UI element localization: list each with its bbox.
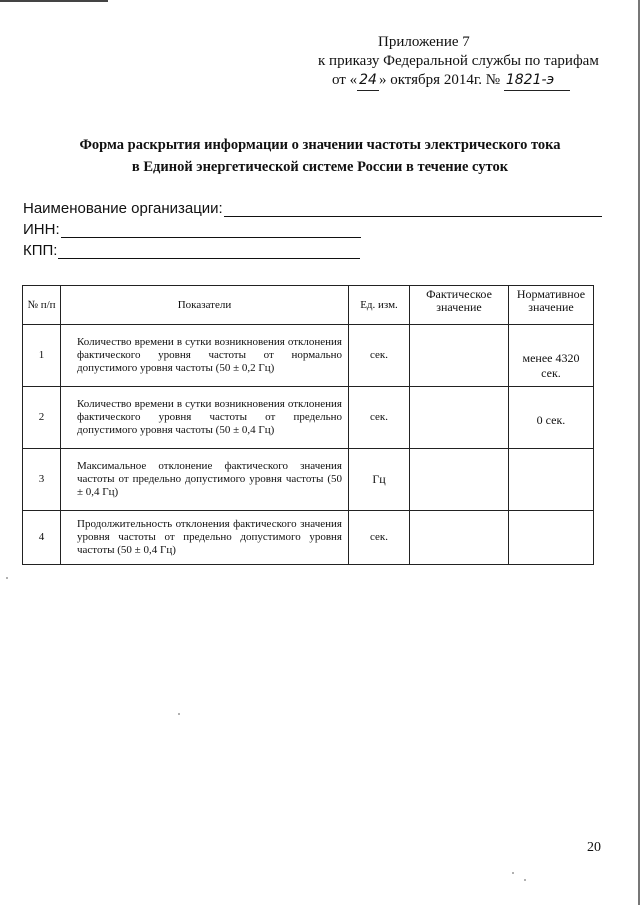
header-normative: Нормативное значение — [509, 286, 594, 325]
row-number: 2 — [23, 387, 61, 449]
organization-name-label: Наименование организации: — [23, 200, 223, 217]
row-unit: Гц — [349, 449, 410, 511]
scan-speck — [524, 879, 526, 881]
table-header-row — [23, 286, 594, 325]
table-row — [23, 325, 594, 387]
organization-fields — [23, 196, 602, 259]
handwritten-order-number: 1821-э — [504, 71, 570, 91]
order-date-line — [318, 71, 608, 91]
row-actual-value[interactable] — [410, 449, 509, 511]
form-title — [40, 134, 600, 178]
organization-name-blank[interactable] — [224, 202, 602, 217]
kpp-blank[interactable] — [58, 244, 360, 259]
row-unit: сек. — [349, 387, 410, 449]
scan-edge-top — [0, 0, 108, 2]
handwritten-day: 24 — [357, 71, 379, 91]
row-indicator: Количество времени в сутки возникновения отклонения фактического уровня частоты от нормально допустимого уровня частоты (50 ± 0,2 Гц) — [61, 325, 349, 387]
scan-speck — [512, 872, 514, 874]
row-indicator: Количество времени в сутки возникновения отклонения фактического уровня частоты от предельно допустимого уровня частоты (50 ± 0,4 Гц) — [61, 387, 349, 449]
inn-blank[interactable] — [61, 223, 361, 238]
row-normative-value: менее 4320 сек. — [509, 325, 594, 387]
row-unit: сек. — [349, 325, 410, 387]
row-actual-value[interactable] — [410, 387, 509, 449]
date-mid: » октября 2014г. № — [378, 72, 501, 88]
table-row — [23, 511, 594, 565]
scan-speck — [178, 713, 180, 715]
date-prefix: от « — [332, 72, 358, 88]
table-row — [23, 387, 594, 449]
kpp-label: КПП: — [23, 242, 58, 259]
row-normative-value — [509, 511, 594, 565]
frequency-table — [22, 285, 594, 565]
kpp-field — [23, 238, 602, 259]
row-number: 1 — [23, 325, 61, 387]
order-line: к приказу Федеральной службы по тарифам — [318, 53, 599, 69]
row-unit: сек. — [349, 511, 410, 565]
appendix-line: Приложение 7 — [378, 34, 470, 50]
header-number: № п/п — [23, 286, 61, 325]
form-title-line1: Форма раскрытия информации о значении частоты электрического тока — [79, 137, 561, 153]
inn-field — [23, 217, 602, 238]
inn-label: ИНН: — [23, 221, 60, 238]
row-actual-value[interactable] — [410, 325, 509, 387]
organization-name-field — [23, 196, 602, 217]
row-indicator: Продолжительность отклонения фактического значения уровня частоты от предельно допустимого уровня частоты (50 ± 0,4 Гц) — [61, 511, 349, 565]
table-row — [23, 449, 594, 511]
row-indicator: Максимальное отклонение фактического значения частоты от предельно допустимого уровня частоты (50 ± 0,4 Гц) — [61, 449, 349, 511]
row-number: 4 — [23, 511, 61, 565]
header-actual: Фактическое значение — [410, 286, 509, 325]
header-indicators: Показатели — [61, 286, 349, 325]
appendix-header — [318, 33, 608, 91]
header-unit: Ед. изм. — [349, 286, 410, 325]
scan-speck — [6, 577, 8, 579]
row-actual-value[interactable] — [410, 511, 509, 565]
form-title-line2: в Единой энергетической системе России в течение суток — [131, 159, 509, 175]
page-number: 20 — [587, 840, 601, 855]
row-normative-value — [509, 449, 594, 511]
row-normative-value: 0 сек. — [509, 387, 594, 449]
row-number: 3 — [23, 449, 61, 511]
